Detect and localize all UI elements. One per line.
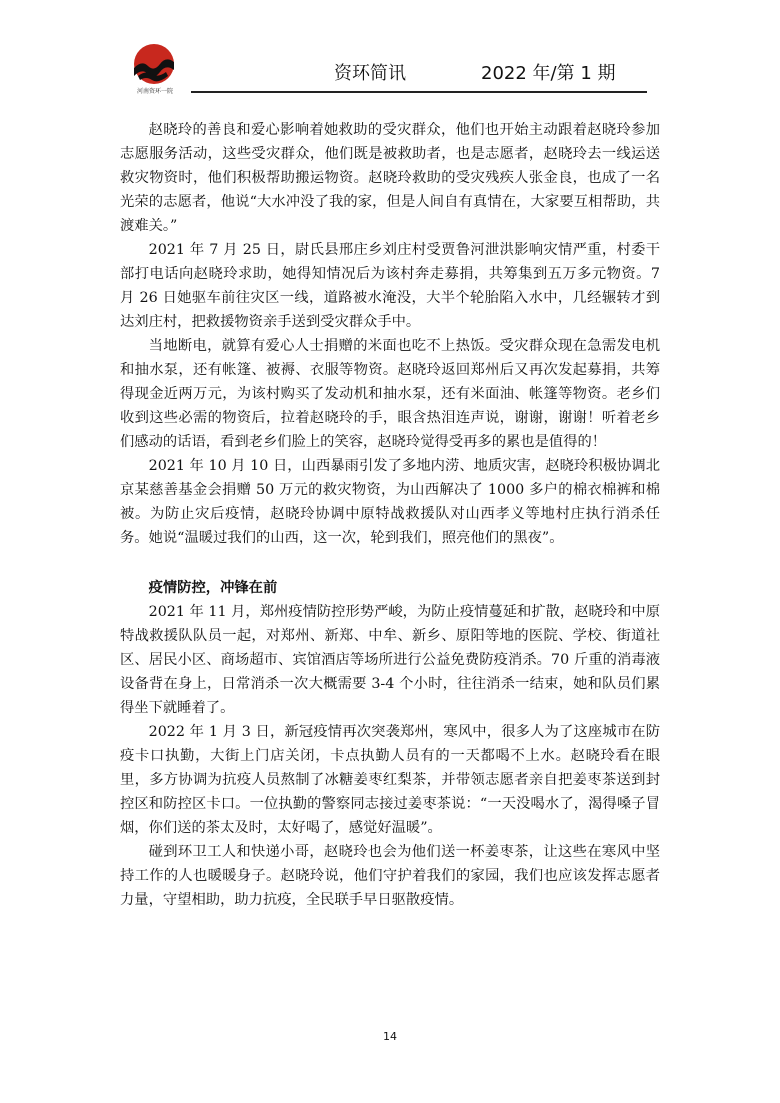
paragraph: 2021 年 7 月 25 日，尉氏县邢庄乡刘庄村受贾鲁河泄洪影响灾情严重，村委干部打电话向赵晓玲求助，她得知情况后为该村奔走募捐，共筹集到五万多元物资。7 月 26 日她驱车前往灾区一线，道路被水淹没，大半个轮胎陷入水中，几经辗转才到达刘庄村，把救援物资亲手送到受灾群众手中。 — [120, 242, 660, 330]
issue-number: 2022 年/第 1 期 — [481, 63, 616, 84]
section-heading: 疫情防控，冲锋在前 — [148, 580, 278, 596]
article-body — [120, 118, 660, 912]
logo-caption: 河南资环一院 — [136, 88, 173, 95]
institute-logo — [130, 42, 178, 88]
paragraph: 当地断电，就算有爱心人士捐赠的米面也吃不上热饭。受灾群众现在急需发电机和抽水泵，还有帐篷、被褥、衣服等物资。赵晓玲返回郑州后又再次发起募捐，共筹得现金近两万元，为该村购买了发动机和抽水泵，还有米面油、帐篷等物资。老乡们收到这些必需的物资后，拉着赵晓玲的手，眼含热泪连声说，谢谢，谢谢！听着老乡们感动的话语，看到老乡们脸上的笑容，赵晓玲觉得受再多的累也是值得的！ — [120, 338, 660, 450]
paragraph: 2021 年 10 月 10 日，山西暴雨引发了多地内涝、地质灾害，赵晓玲积极协调北京某慈善基金会捐赠 50 万元的救灾物资，为山西解决了 1000 多户的棉衣棉裤和棉被。为防止灾后疫情，赵晓玲协调中原特战救援队对山西孝义等地村庄执行消杀任务。她说“温暖过我们的山西，这一次，轮到我们，照亮他们的黑夜”。 — [120, 458, 660, 546]
paragraph: 2021 年 11 月，郑州疫情防控形势严峻，为防止疫情蔓延和扩散，赵晓玲和中原特战救援队队员一起，对郑州、新郑、中牟、新乡、原阳等地的医院、学校、街道社区、居民小区、商场超市、宾馆酒店等场所进行公益免费防疫消杀。70 斤重的消毒液设备背在身上，日常消杀一次大概需要 3-4 个小时，往往消杀一结束，她和队员们累得坐下就睡着了。 — [120, 604, 661, 716]
publication-name: 资环简讯 — [334, 63, 406, 84]
page-number: 14 — [383, 1030, 397, 1043]
paragraph: 2022 年 1 月 3 日，新冠疫情再次突袭郑州，寒风中，很多人为了这座城市在防疫卡口执勤，大街上门店关闭，卡点执勤人员有的一天都喝不上水。赵晓玲看在眼里，多方协调为抗疫人员熬制了冰糖姜枣红梨茶，并带领志愿者亲自把姜枣茶送到封控区和防控区卡口。一位执勤的警察同志接过姜枣茶说：“一天没喝水了，渴得嗓子冒烟，你们送的茶太及时，太好喝了，感觉好温暖”。 — [120, 724, 660, 836]
paragraph: 碰到环卫工人和快递小哥，赵晓玲也会为他们送一杯姜枣茶，让这些在寒风中坚持工作的人也暖暖身子。赵晓玲说，他们守护着我们的家园，我们也应该发挥志愿者力量，守望相助，助力抗疫，全民联手早日驱散疫情。 — [120, 844, 660, 908]
page-header — [120, 42, 650, 95]
header-rule — [191, 91, 647, 93]
paragraph: 赵晓玲的善良和爱心影响着她救助的受灾群众，他们也开始主动跟着赵晓玲参加志愿服务活动，这些受灾群众，他们既是被救助者，也是志愿者，赵晓玲去一线运送救灾物资时，他们积极帮助搬运物资。赵晓玲救助的受灾残疾人张金良，也成了一名光荣的志愿者，他说“大水冲没了我的家，但是人间自有真情在，大家要互相帮助，共渡难关。” — [120, 122, 660, 234]
